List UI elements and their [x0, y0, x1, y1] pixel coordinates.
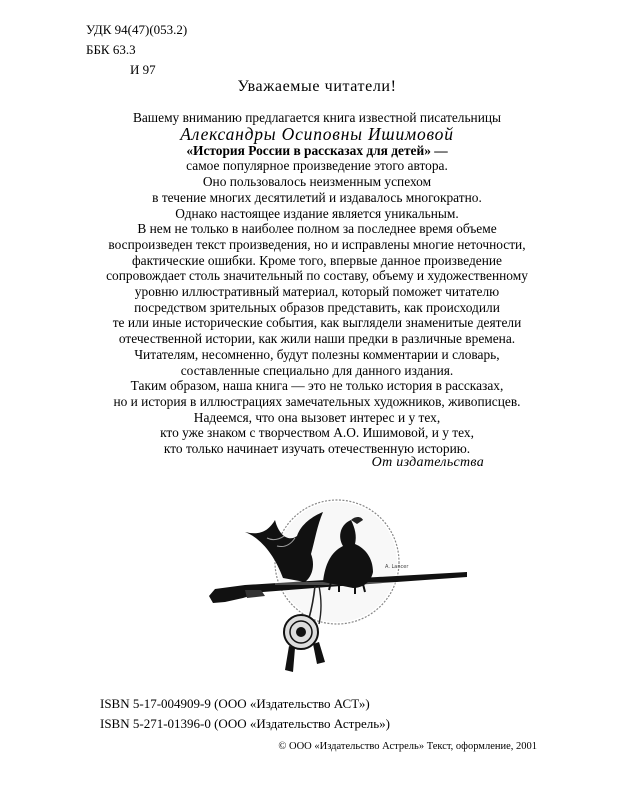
greeting-heading: Уважаемые читатели! — [237, 78, 397, 95]
author-name: Александры Осиповны Ишимовой — [180, 123, 454, 144]
preface-line: фактические ошибки. Кроме того, впервые данное произведение — [131, 252, 503, 268]
isbn-ast: ISBN 5-17-004909-9 (ООО «Издательство АСТ») — [100, 696, 370, 711]
preface-line: Надеемся, что она вызовет интерес и у тех, — [193, 409, 441, 425]
preface-text — [60, 110, 574, 457]
preface-line: кто только начинает изучать отечественную историю. — [163, 441, 471, 457]
book-title: «История России в рассказах для детей» — — [186, 142, 448, 158]
bbk-code: ББК 63.3 — [86, 42, 136, 57]
eagle-rifle-emblem-icon — [205, 486, 475, 686]
isbn-block — [100, 694, 390, 734]
artist-signature: A. Lancer — [385, 564, 409, 570]
preface-line: В нем не только в наиболее полном за последнее время объеме — [137, 221, 497, 237]
preface-line: Таким образом, наша книга — это не только история в рассказах, — [130, 378, 504, 394]
preface-line: уровню иллюстративный материал, который поможет читателю — [134, 284, 500, 300]
preface-line: воспроизведен текст произведения, но и исправлены многие неточности, — [108, 236, 526, 252]
isbn-astrel: ISBN 5-271-01396-0 (ООО «Издательство Астрель») — [100, 716, 390, 731]
classification-codes — [86, 20, 187, 80]
publisher-signature: От издательства — [371, 455, 484, 470]
preface-line: в течение многих десятилетий и издавалось многократно. — [152, 189, 482, 205]
author-mark: И 97 — [130, 62, 156, 77]
preface-line: составленные специально для данного издания. — [180, 362, 454, 378]
preface-line: Оно пользовалось неизменным успехом — [202, 174, 432, 190]
preface-line: кто уже знаком с творчеством А.О. Ишимовой, и у тех, — [160, 425, 474, 441]
preface-line: Однако настоящее издание является уникальным. — [175, 205, 459, 221]
preface-line: Вашему вниманию предлагается книга известной писательницы — [132, 110, 502, 125]
preface-line: Читателям, несомненно, будут полезны комментарии и словарь, — [134, 346, 500, 362]
udk-code: УДК 94(47)(053.2) — [86, 22, 188, 37]
preface-line: самое популярное произведение этого автора. — [186, 158, 448, 174]
preface-line: отечественной истории, как жили наши предки в различные времена. — [118, 331, 516, 347]
preface-line: но и история в иллюстрациях замечательных художников, живописцев. — [113, 393, 521, 409]
preface-line: сопровождает столь значительный по составу, объему и художественному — [106, 268, 528, 284]
copyright-notice: © ООО «Издательство Астрель» Текст, оформление, 2001 — [278, 741, 537, 752]
preface-line: посредством зрительных образов представить, как происходили — [134, 299, 500, 315]
preface-line: те или иные исторические события, как выглядели знаменитые деятели — [112, 315, 522, 331]
